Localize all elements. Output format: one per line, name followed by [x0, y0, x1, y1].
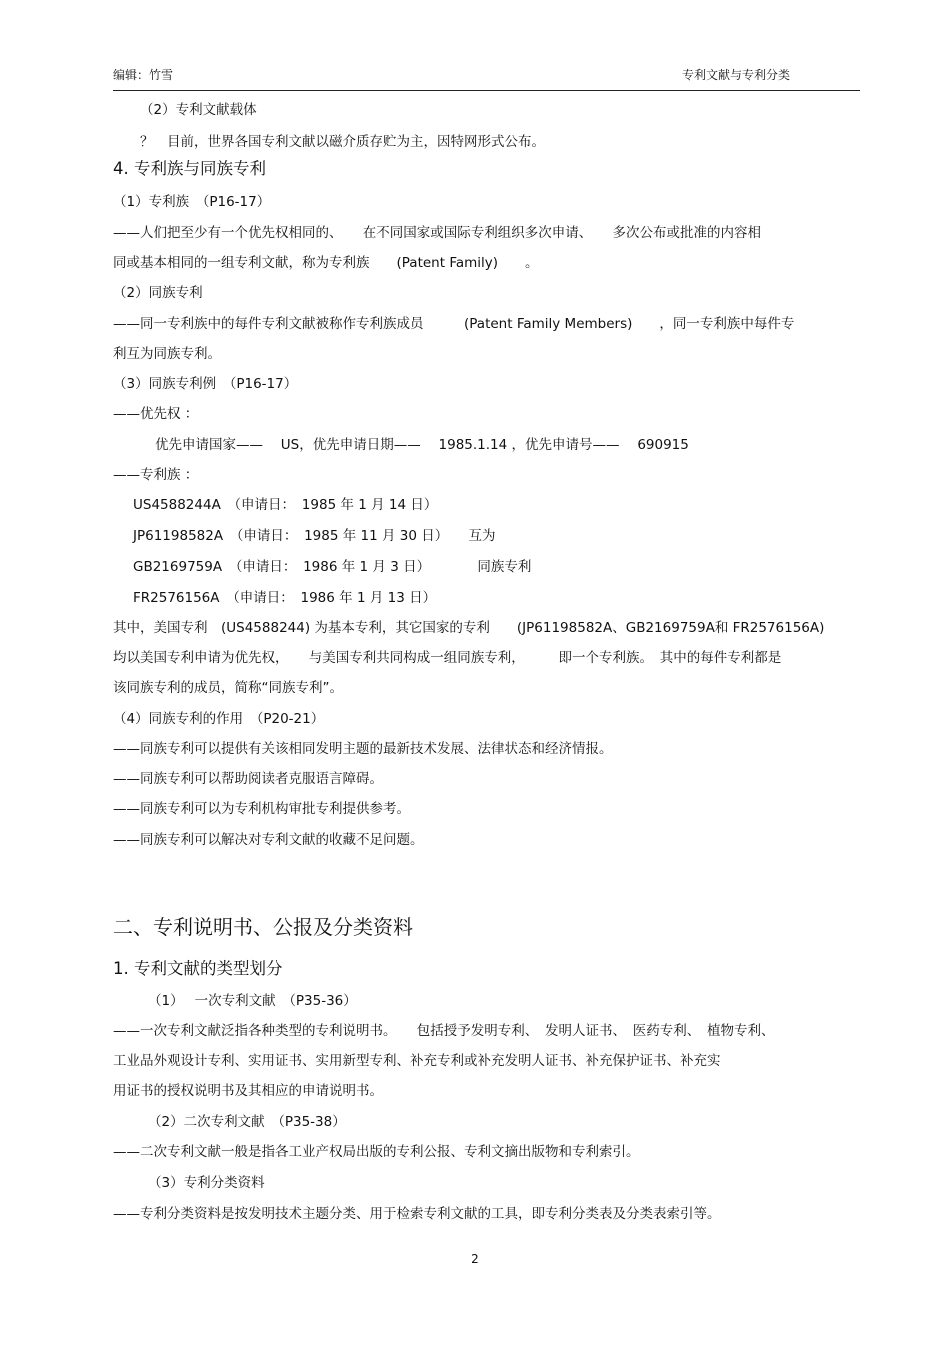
chapter-heading: 二、专利说明书、公报及分类资料 [113, 915, 413, 939]
text-line: ？ 目前，世界各国专利文献以磁介质存贮为主，因特网形式公布。 [140, 134, 545, 150]
text-line: 工业品外观设计专利、实用证书、实用新型专利、补充专利或补充发明人证书、补充保护证书、补充实 [113, 1053, 721, 1069]
text-line: （1） 一次专利文献 （P35-36） [148, 993, 357, 1009]
text-line: （3）同族专利例 （P16-17） [113, 376, 298, 392]
section-heading: 1. 专利文献的类型划分 [113, 959, 283, 978]
header-right: 专利文献与专利分类 [682, 68, 791, 82]
text-line: 利互为同族专利。 [113, 346, 221, 362]
text-line: ——同族专利可以解决对专利文献的收藏不足问题。 [113, 832, 424, 848]
text-line: 该同族专利的成员，简称“同族专利”。 [113, 680, 343, 696]
text-line: ——同族专利可以提供有关该相同发明主题的最新技术发展、法律状态和经济情报。 [113, 741, 613, 757]
text-line: ——专利族 ： [113, 467, 199, 483]
page-number: 2 [471, 1252, 479, 1266]
text-line: （2）同族专利 [113, 285, 203, 301]
text-line: ——专利分类资料是按发明技术主题分类、用于检索专利文献的工具，即专利分类表及分类表索引等。 [113, 1206, 721, 1222]
text-line: （2）专利文献载体 [140, 102, 257, 118]
section-heading: 4. 专利族与同族专利 [113, 159, 266, 178]
patent-family-member: GB2169759A （申请日： 1986 年 1 月 3 日） 同族专利 [133, 559, 532, 575]
text-line: ——一次专利文献泛指各种类型的专利说明书。 包括授予发明专利、 发明人证书、 医药专利、 植物专利、 [113, 1023, 775, 1039]
text-line: ——同族专利可以帮助阅读者克服语言障碍。 [113, 771, 383, 787]
header-rule [113, 90, 860, 91]
patent-family-member: FR2576156A （申请日： 1986 年 1 月 13 日） [133, 590, 437, 606]
patent-family-member: JP61198582A （申请日： 1985 年 11 月 30 日） 互为 [133, 528, 496, 544]
header-left: 编辑：竹雪 [113, 68, 174, 82]
text-line: ——优先权 ： [113, 406, 199, 422]
text-line: ——二次专利文献一般是指各工业产权局出版的专利公报、专利文摘出版物和专利索引。 [113, 1144, 640, 1160]
text-line: ——人们把至少有一个优先权相同的、 在不同国家或国际专利组织多次申请、 多次公布或批准的内容相 [113, 225, 761, 241]
text-line: 均以美国专利申请为优先权， 与美国专利共同构成一组同族专利， 即一个专利族。 其中的每件专利都是 [113, 650, 782, 666]
text-line: ——同一专利族中的每件专利文献被称作专利族成员 (Patent Family Members) ，同一专利族中每件专 [113, 316, 795, 332]
text-line: 其中，美国专利 (US4588244) 为基本专利，其它国家的专利 (JP61198582A、GB2169759A和 FR2576156A) [113, 620, 825, 636]
text-line: ——同族专利可以为专利机构审批专利提供参考。 [113, 801, 410, 817]
text-line: （1）专利族 （P16-17） [113, 194, 271, 210]
text-line: （3）专利分类资料 [148, 1175, 265, 1191]
text-line: 优先申请国家—— US，优先申请日期—— 1985.1.14 ，优先申请号—— 690915 [155, 437, 689, 453]
text-line: （4）同族专利的作用 （P20-21） [113, 711, 325, 727]
text-line: 用证书的授权说明书及其相应的申请说明书。 [113, 1083, 383, 1099]
patent-family-member: US4588244A （申请日： 1985 年 1 月 14 日） [133, 497, 438, 513]
text-line: （2）二次专利文献 （P35-38） [148, 1114, 346, 1130]
text-line: 同或基本相同的一组专利文献，称为专利族 (Patent Family) 。 [113, 255, 539, 271]
